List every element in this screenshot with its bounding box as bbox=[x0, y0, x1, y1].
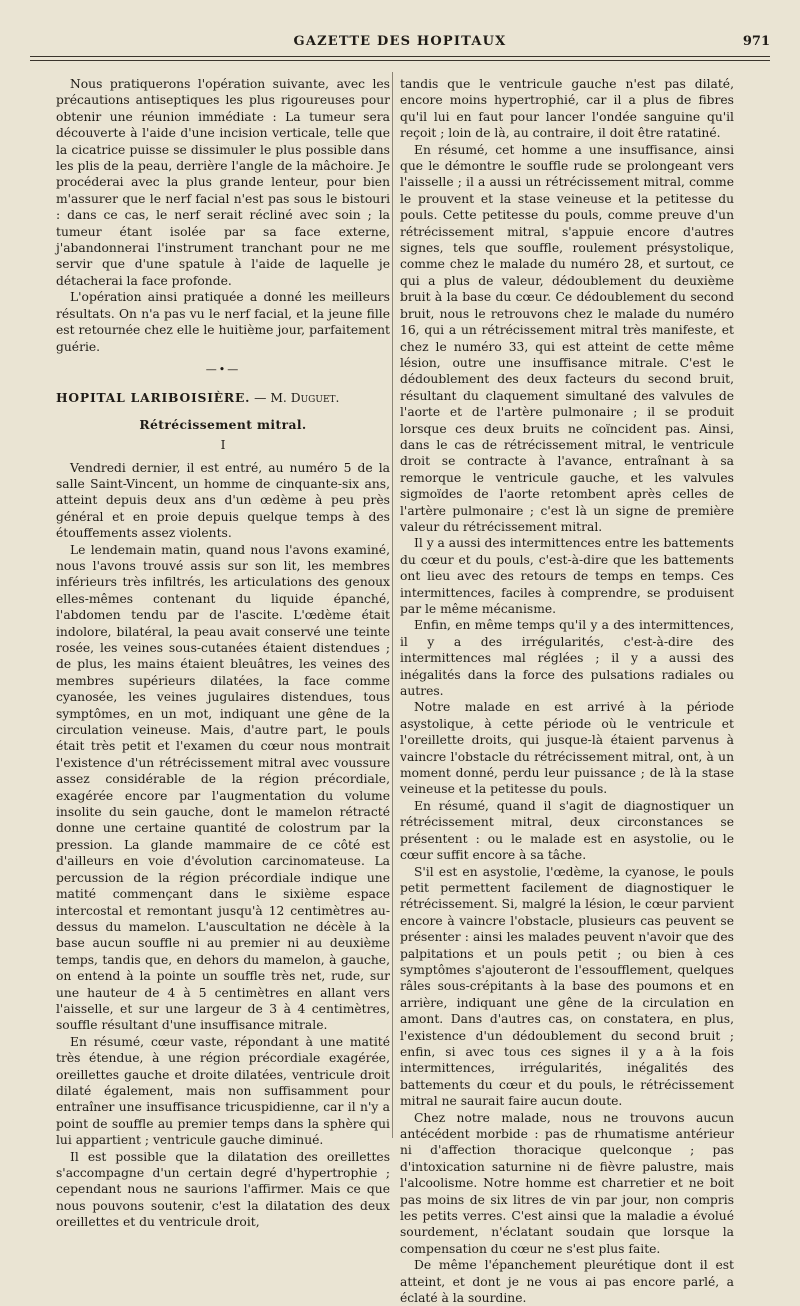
article-title: Rétrécissement mitral. bbox=[139, 416, 307, 432]
paragraph: Il y a aussi des intermittences entre les battements du cœur et du pouls, c'est-à-dire que les battements ont lieu avec des retours de temps en temps. Ces intermittences, faciles à comprendre, se produisent par le même mécanisme. bbox=[400, 536, 734, 616]
paragraph: De même l'épanchement pleurétique dont il est atteint, et dont je ne vous ai pas encore parlé, a éclaté à la sourdine. bbox=[400, 1258, 734, 1306]
paragraph: S'il est en asystolie, l'œdème, la cyanose, le pouls petit permettent facilement de diagnostiquer le rétrécissement. Si, malgré la lésion, le cœur parvient encore à vaincre l'obstacle, plusieurs cas peuvent se présenter : ainsi les malades peuvent n'avoir que des palpitations et un pouls petit ; ou bien à ces symptômes s'ajouteront de l'essoufflement, quelques râles sous-crépitants à la base des poumons et en arrière, indiquant une gêne de la circulation en amont. Dans d'autres cas, on constatera, en plus, l'existence d'un dédoublement du second bruit ; enfin, si avec tous ces signes il y a à la fois intermittences, irrégularités, inégalités des battements du cœur et du pouls, le rétrécissement mitral ne saurait faire aucun doute. bbox=[400, 864, 734, 1109]
page-number: 971 bbox=[742, 34, 770, 49]
paragraph: Il est possible que la dilatation des oreillettes s'accompagne d'un certain degré d'hypertrophie ; cependant nous ne saurions l'affirmer. Mais ce que nous pouvons soutenir, c'est la dilatation des deux oreillettes et du ventricule droit, bbox=[56, 1149, 390, 1230]
paragraph: L'opération ainsi pratiquée a donné les meilleurs résultats. On n'a pas vu le nerf facial, et la jeune fille est retournée chez elle le huitième jour, parfaitement guérie. bbox=[56, 290, 390, 354]
page-header bbox=[30, 30, 770, 57]
column-divider bbox=[392, 72, 393, 1138]
paragraph: En résumé, cet homme a une insuffisance, ainsi que le démontre le souffle rude se prolongeant vers l'aisselle ; il a aussi un rétrécissement mitral, comme le prouvent et la stase veineuse et la petitesse du pouls. Cette petitesse du pouls, comme preuve d'un rétrécissement mitral, s'appuie encore d'autres signes, tels que souffle, roulement présystolique, comme chez le malade du numéro 28, et surtout, ce qui a plus de valeur, dédoublement du deuxième bruit à la base du cœur. Ce dédoublement du second bruit, nous le retrouvons chez le malade du numéro 16, qui a un rétrécissement mitral très manifeste, et chez le numéro 33, qui est atteint de cette même lésion, outre une insuffisance mitrale. C'est le dédoublement des deux facteurs du second bruit, résultant du claquement simultané des valvules de l'aorte et de l'artère pulmonaire ; il se produit lorsque ces deux bruits ne coïncident pas. Ainsi, dans le cas de rétrécissement mitral, le ventricule droit se contracte à l'avance, entraînant à sa remorque le ventricule gauche, et les valvules sigmoïdes de l'aorte retombent après celles de l'artère pulmonaire ; c'est là un signe de première valeur du rétrécissement mitral. bbox=[400, 142, 734, 534]
paragraph: En résumé, quand il s'agit de diagnostiquer un rétrécissement mitral, deux circonstances se présentent : ou le malade est en asystolie, ou le cœur suffit encore à sa tâche. bbox=[400, 798, 734, 863]
section-number: I bbox=[220, 438, 226, 453]
hospital-heading bbox=[56, 390, 390, 406]
hospital-name: HOPITAL LARIBOISIÈRE. bbox=[56, 390, 251, 406]
running-title: GAZETTE DES HOPITAUX bbox=[293, 34, 507, 49]
header-rule bbox=[30, 60, 770, 61]
paragraph: Vendredi dernier, il est entré, au numéro 5 de la salle Saint-Vincent, un homme de cinquante-six ans, atteint depuis deux ans d'un œdème à peu près général et en proie depuis quelque temps à des étouffements assez violents. bbox=[56, 460, 390, 541]
hospital-doctor: — M. Duguet. bbox=[250, 391, 340, 406]
paragraph: En résumé, cœur vaste, répondant à une matité très étendue, à une région précordiale exagérée, oreillettes gauche et droite dilatées, ventricule droit dilaté également, mais non suffisamment pour entraîner une insuffisance tricuspidienne, car il n'y a point de souffle au premier temps dans la sphère qui lui appartient ; ventricule gauche diminué. bbox=[56, 1034, 390, 1148]
right-column bbox=[400, 76, 734, 1306]
paragraph: Enfin, en même temps qu'il y a des intermittences, il y a des irrégularités, c'est-à-dire des intermittences mal réglées ; il y a aussi des inégalités dans la force des pulsations radiales ou autres. bbox=[400, 618, 734, 699]
paragraph: tandis que le ventricule gauche n'est pas dilaté, encore moins hypertrophié, car il a plus de fibres qu'il lui en faut pour lancer l'ondée sanguine qu'il reçoit ; loin de là, au contraire, il doit être ratatiné. bbox=[400, 77, 734, 141]
paragraph: Le lendemain matin, quand nous l'avons examiné, nous l'avons trouvé assis sur son lit, les membres inférieurs très infiltrés, les articulations des genoux elles-mêmes contenant du liquide épanché, l'abdomen tendu par de l'ascite. L'œdème était indolore, bilatéral, la peau avait conservé une teinte rosée, les veines sous-cutanées étaient distendues ; de plus, les mains étaient bleuâtres, les veines des membres supérieurs dilatées, la face comme cyanosée, les veines jugulaires distendues, tous symptômes, en un mot, indiquant une gêne de la circulation veineuse. Mais, d'autre part, le pouls était très petit et l'examen du cœur nous montrait l'existence d'un rétrécissement mitral avec voussure assez considérable de la région précordiale, exagérée encore par l'augmentation du volume insolite du sein gauche, dont le mamelon rétracté donne une certaine quantité de colostrum par la pression. La glande mammaire de ce côté est d'ailleurs en voie d'évolution carcinomateuse. La percussion de la région précordiale indique une matité commençant dans le sixième espace intercostal et remontant jusqu'à 12 centimètres au-dessus du mamelon. L'auscultation ne décèle à la base aucun souffle ni au premier ni au deuxième temps, tandis que, en dehors du mamelon, à gauche, on entend à la pointe un souffle très net, rude, sur une hauteur de 4 à 5 centimètres en allant vers l'aisselle, et sur une largeur de 3 à 4 centimètres, souffle résultant d'une insuffisance mitrale. bbox=[56, 542, 390, 1033]
paragraph: Chez notre malade, nous ne trouvons aucun antécédent morbide : pas de rhumatisme antérieur ni d'affection thoracique quelconque ; pas d'intoxication saturnine ni de fièvre palustre, mais l'alcoolisme. Notre homme est charretier et ne boit pas moins de six litres de vin par jour, non compris les petits verres. C'est ainsi que la maladie a évolué sourdement, n'éclatant soudain que lorsque la compensation du cœur ne s'est plus faite. bbox=[400, 1110, 734, 1256]
section-separator: —•— bbox=[205, 362, 241, 376]
left-column bbox=[56, 76, 390, 1230]
paragraph: Notre malade en est arrivé à la période asystolique, à cette période où le ventricule et l'oreillette droits, qui jusque-là étaient parvenus à vaincre l'obstacle du rétrécissement mitral, ont, à un moment donné, perdu leur puissance ; de là la stase veineuse et la petitesse du pouls. bbox=[400, 700, 734, 797]
paragraph: Nous pratiquerons l'opération suivante, avec les précautions antiseptiques les plus rigoureuses pour obtenir une réunion immédiate : La tumeur sera découverte à l'aide d'une incision verticale, telle que la cicatrice puisse se dissimuler le plus possible dans les plis de la peau, derrière l'angle de la mâchoire. Je procéderai avec la plus grande lenteur, pour bien m'assurer que le nerf facial n'est pas sous le bistouri : dans ce cas, le nerf serait récliné avec soin ; la tumeur étant isolée par sa face externe, j'abandonnerai l'instrument tranchant pour ne me servir que d'une spatule à l'aide de laquelle je détacherai la face profonde. bbox=[56, 77, 390, 288]
